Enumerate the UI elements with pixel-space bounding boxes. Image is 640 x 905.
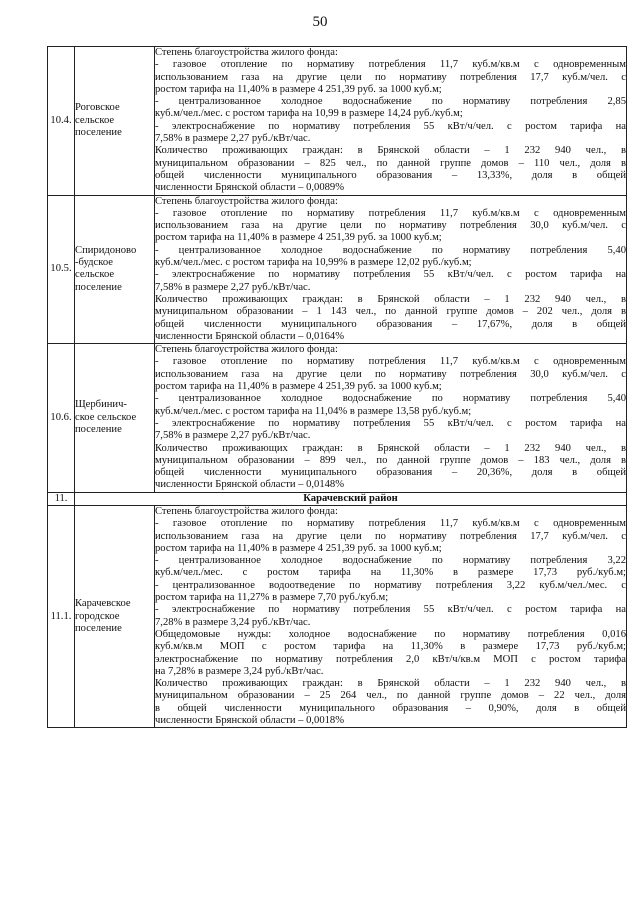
settlement-description [155, 505, 627, 727]
description-line: куб.м/чел./мес. с ростом тарифа на 10,99% в размере 12,02 руб./куб.м; [155, 257, 472, 269]
settlement-name-line: Карачевское [75, 598, 131, 610]
table-row-11-1 [48, 505, 627, 727]
description-line: Степень благоустройства жилого фонда: [155, 47, 338, 58]
description-line: куб.м/кв.м МОП с ростом тарифа на 11,30% в размере 17,73 руб./куб.м; [155, 641, 626, 653]
description-line: Количество проживающих граждан: в Брянской области – 1 232 940 чел., в [155, 442, 626, 454]
table-row-district-11 [48, 492, 627, 505]
description-line: ростом тарифа на 11,40% в размере 4 251,39 руб. за 1000 куб.м; [155, 542, 442, 554]
table-row-10-4 [48, 47, 627, 196]
description-line: общей численности муниципального образования – 20,36%, доля в общей [155, 467, 626, 479]
description-line: 7,58% в размере 2,27 руб./кВт/час. [155, 133, 311, 145]
settlement-name [75, 195, 155, 344]
description-line: ростом тарифа на 11,40% в размере 4 251,39 руб. за 1000 куб.м; [155, 232, 442, 244]
description-line: Степень благоустройства жилого фонда: [155, 344, 338, 356]
description-line: на 7,28% в размере 3,24 руб./кВт/час. [155, 665, 324, 677]
settlement-name [75, 344, 155, 493]
description-line: - централизованное холодное водоснабжение по нормативу потребления 5,40 [155, 393, 626, 405]
description-line: Количество проживающих граждан: в Брянской области – 1 232 940 чел., в [155, 293, 626, 305]
description-line: - электроснабжение по нормативу потребления 55 кВт/ч/чел. с ростом тарифа на [155, 120, 626, 132]
row-number: 10.4. [48, 47, 75, 196]
description-line: ростом тарифа на 11,40% в размере 4 251,39 руб. за 1000 куб.м; [155, 381, 442, 393]
settlement-name-line: сельское [75, 114, 115, 126]
settlement-name-line: поселение [75, 281, 122, 293]
description-line: численности Брянской области – 0,0089% [155, 182, 345, 194]
description-line: Количество проживающих граждан: в Брянской области – 1 232 940 чел., в [155, 678, 626, 690]
description-line: 7,58% в размере 2,27 руб./кВт/час. [155, 430, 311, 442]
row-number: 10.6. [48, 344, 75, 493]
description-line: 7,28% в размере 3,24 руб./кВт/час. [155, 616, 311, 628]
description-line: численности Брянской области – 0,0164% [155, 330, 345, 342]
table-row-10-5 [48, 195, 627, 344]
row-number: 11.1. [48, 505, 75, 727]
description-line: - газовое отопление по нормативу потребления 11,7 куб.м/кв.м с одновременным [155, 356, 626, 368]
description-line: - электроснабжение по нормативу потребления 55 кВт/ч/чел. с ростом тарифа на [155, 269, 626, 281]
row-number: 11. [48, 492, 75, 505]
description-line: использованием газа на другие цели по нормативу потребления 30,0 куб.м/чел. с [155, 368, 626, 380]
settlement-name-line: городское [75, 610, 120, 622]
description-line: использованием газа на другие цели по нормативу потребления 17,7 куб.м/чел. с [155, 530, 626, 542]
description-line: Количество проживающих граждан: в Брянской области – 1 232 940 чел., в [155, 145, 626, 157]
description-line: муниципальном образовании – 25 264 чел., по данной группе домов – 22 чел., доля [155, 690, 626, 702]
description-line: в общей численности муниципального образования – 0,90%, доля в общей [155, 702, 626, 714]
settlement-name-line: Роговское [75, 102, 120, 114]
settlement-name-line: сельское [75, 269, 115, 281]
description-line: - газовое отопление по нормативу потребления 11,7 куб.м/кв.м с одновременным [155, 518, 626, 530]
description-line: муниципальном образовании – 1 143 чел., по данной группе домов – 202 чел., доля в [155, 306, 626, 318]
settlement-name-line: поселение [75, 622, 122, 634]
description-line: - электроснабжение по нормативу потребления 55 кВт/ч/чел. с ростом тарифа на [155, 604, 626, 616]
tariff-table [47, 46, 627, 728]
description-line: муниципальном образовании – 825 чел., по данной группе домов – 110 чел., доля в [155, 157, 626, 169]
settlement-name [75, 47, 155, 196]
description-line: - централизованное водоотведение по нормативу потребления 3,22 куб.м/чел./мес. с [155, 579, 626, 591]
settlement-description [155, 344, 627, 493]
description-line: куб.м/чел./мес. с ростом тарифа на 11,30% в размере 17,73 руб./куб.м; [155, 567, 626, 579]
settlement-name-line: ское сельское [75, 411, 137, 423]
description-line: общей численности муниципального образования – 17,67%, доля в общей [155, 318, 626, 330]
settlement-description [155, 47, 627, 196]
settlement-name-line: поселение [75, 424, 122, 436]
description-line: 7,58% в размере 2,27 руб./кВт/час. [155, 281, 311, 293]
row-number: 10.5. [48, 195, 75, 344]
description-line: численности Брянской области – 0,0148% [155, 479, 345, 491]
description-line: муниципальном образовании – 899 чел., по данной группе домов – 183 чел., доля в [155, 454, 626, 466]
description-line: использованием газа на другие цели по нормативу потребления 17,7 куб.м/чел. с [155, 71, 626, 83]
settlement-name [75, 505, 155, 727]
description-line: Общедомовые нужды: холодное водоснабжение по нормативу потребления 0,016 [155, 628, 626, 640]
description-line: общей численности муниципального образования – 13,33%, доля в общей [155, 169, 626, 181]
description-line: Степень благоустройства жилого фонда: [155, 505, 338, 517]
description-line: - электроснабжение по нормативу потребления 55 кВт/ч/чел. с ростом тарифа на [155, 417, 626, 429]
description-line: электроснабжение по нормативу потребления 2,0 кВт/ч/кв.м МОП с ростом тарифа [155, 653, 626, 665]
settlement-name-line: Щербинич- [75, 399, 127, 411]
description-line: - газовое отопление по нормативу потребления 11,7 куб.м/кв.м с одновременным [155, 59, 626, 71]
table-row-10-6 [48, 344, 627, 493]
description-line: ростом тарифа на 11,27% в размере 7,70 руб./куб.м; [155, 592, 389, 604]
description-line: куб.м/чел./мес. с ростом тарифа на 10,99 в размере 14,24 руб./куб.м; [155, 108, 463, 120]
description-line: использованием газа на другие цели по нормативу потребления 30,0 куб.м/чел. с [155, 220, 626, 232]
settlement-name-line: -будское [75, 257, 113, 269]
description-line: численности Брянской области – 0,0018% [155, 715, 345, 727]
description-line: ростом тарифа на 11,40% в размере 4 251,39 руб. за 1000 куб.м; [155, 83, 442, 95]
description-line: куб.м/чел./мес. с ростом тарифа на 11,04% в размере 13,58 руб./куб.м; [155, 405, 472, 417]
description-line: Степень благоустройства жилого фонда: [155, 195, 338, 207]
description-line: - газовое отопление по нормативу потребления 11,7 куб.м/кв.м с одновременным [155, 207, 626, 219]
description-line: - централизованное холодное водоснабжение по нормативу потребления 3,22 [155, 555, 626, 567]
district-title: Карачевский район [75, 492, 627, 505]
settlement-name-line: поселение [75, 126, 122, 138]
page-number: 50 [312, 14, 328, 30]
settlement-description [155, 195, 627, 344]
description-line: - централизованное холодное водоснабжение по нормативу потребления 2,85 [155, 96, 626, 108]
settlement-name-line: Спиридоново [75, 244, 137, 256]
description-line: - централизованное холодное водоснабжение по нормативу потребления 5,40 [155, 244, 626, 256]
